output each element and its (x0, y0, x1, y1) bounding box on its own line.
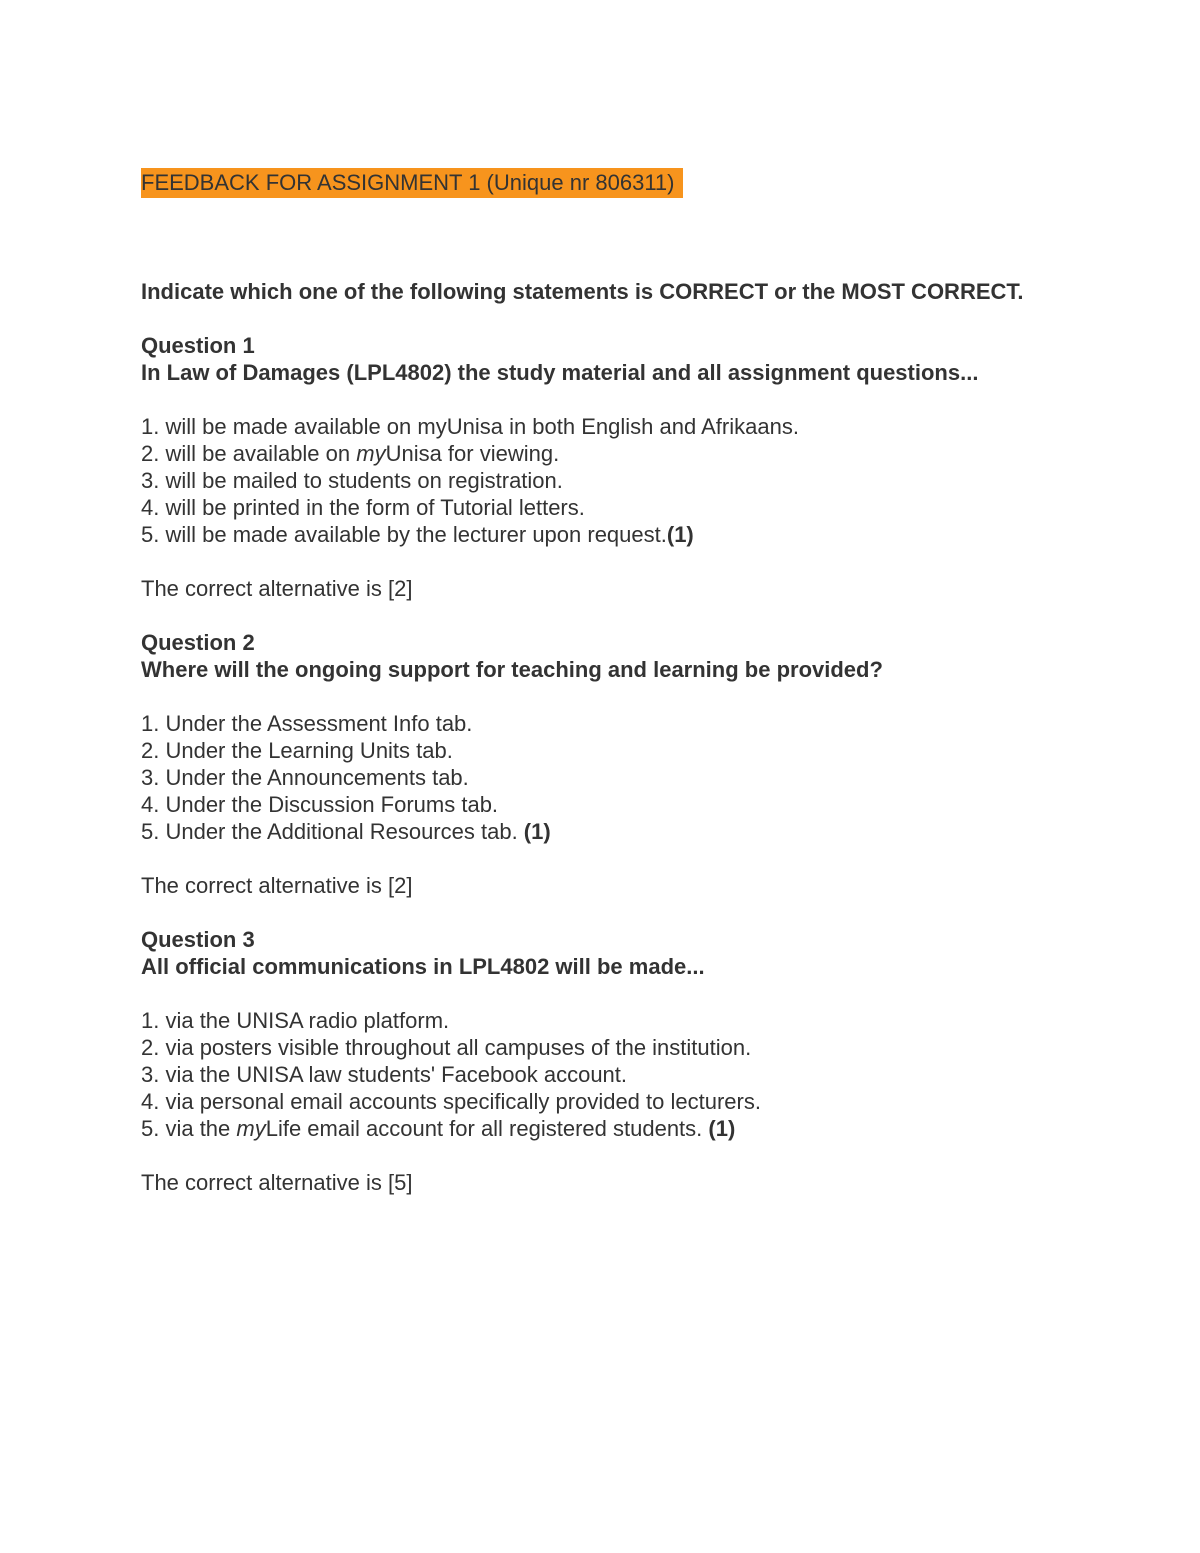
option-text: 5. will be made available by the lecturer upon request. (141, 522, 667, 547)
option-text: 3. via the UNISA law students' Facebook account. (141, 1062, 628, 1087)
option-text: 5. via the (141, 1116, 237, 1141)
question-label: Question 2 (141, 630, 255, 655)
heading-wrap (141, 168, 1061, 198)
option-text: 1. will be made available on myUnisa in both English and Afrikaans. (141, 414, 799, 439)
option-item (141, 1088, 1061, 1115)
option-text: 1. Under the Assessment Info tab. (141, 711, 473, 736)
option-list (141, 1007, 1061, 1142)
question-text: Where will the ongoing support for teaching and learning be provided? (141, 657, 883, 682)
option-item (141, 710, 1061, 737)
question-label: Question 3 (141, 927, 255, 952)
option-list (141, 710, 1061, 845)
document-heading: FEEDBACK FOR ASSIGNMENT 1 (Unique nr 806311) (141, 168, 683, 198)
instruction-text: Indicate which one of the following statements is CORRECT or the MOST CORRECT. (141, 279, 1024, 304)
option-item (141, 467, 1061, 494)
correct-answer: The correct alternative is [5] (141, 1170, 413, 1195)
option-text: 2. will be available on (141, 441, 357, 466)
mark-allocation: (1) (523, 819, 551, 844)
option-emphasis: my (356, 441, 386, 466)
question-label: Question 1 (141, 333, 255, 358)
option-item (141, 1115, 1061, 1142)
option-text: 4. Under the Discussion Forums tab. (141, 792, 499, 817)
correct-answer: The correct alternative is [2] (141, 576, 413, 601)
question-2 (141, 629, 1061, 899)
option-item (141, 494, 1061, 521)
option-item (141, 737, 1061, 764)
option-item (141, 764, 1061, 791)
option-item (141, 818, 1061, 845)
option-text: 4. will be printed in the form of Tutorial letters. (141, 495, 585, 520)
option-text: 3. will be mailed to students on registration. (141, 468, 563, 493)
mark-allocation: (1) (666, 522, 694, 547)
option-item (141, 791, 1061, 818)
option-item (141, 1007, 1061, 1034)
document-page (141, 168, 1061, 1196)
option-item (141, 440, 1061, 467)
question-1 (141, 332, 1061, 602)
option-text: 3. Under the Announcements tab. (141, 765, 469, 790)
option-text: 4. via personal email accounts specifically provided to lecturers. (141, 1089, 761, 1114)
question-3 (141, 926, 1061, 1196)
option-item (141, 1034, 1061, 1061)
question-text: All official communications in LPL4802 will be made... (141, 954, 705, 979)
option-item (141, 413, 1061, 440)
option-text: 5. Under the Additional Resources tab. (141, 819, 524, 844)
mark-allocation: (1) (708, 1116, 736, 1141)
option-text-tail: Life email account for all registered students. (265, 1116, 709, 1141)
option-text-tail: Unisa for viewing. (385, 441, 560, 466)
option-item (141, 521, 1061, 548)
option-text: 2. Under the Learning Units tab. (141, 738, 453, 763)
option-emphasis: my (236, 1116, 266, 1141)
question-text: In Law of Damages (LPL4802) the study material and all assignment questions... (141, 360, 979, 385)
option-item (141, 1061, 1061, 1088)
option-list (141, 413, 1061, 548)
correct-answer: The correct alternative is [2] (141, 873, 413, 898)
option-text: 1. via the UNISA radio platform. (141, 1008, 450, 1033)
option-text: 2. via posters visible throughout all campuses of the institution. (141, 1035, 752, 1060)
